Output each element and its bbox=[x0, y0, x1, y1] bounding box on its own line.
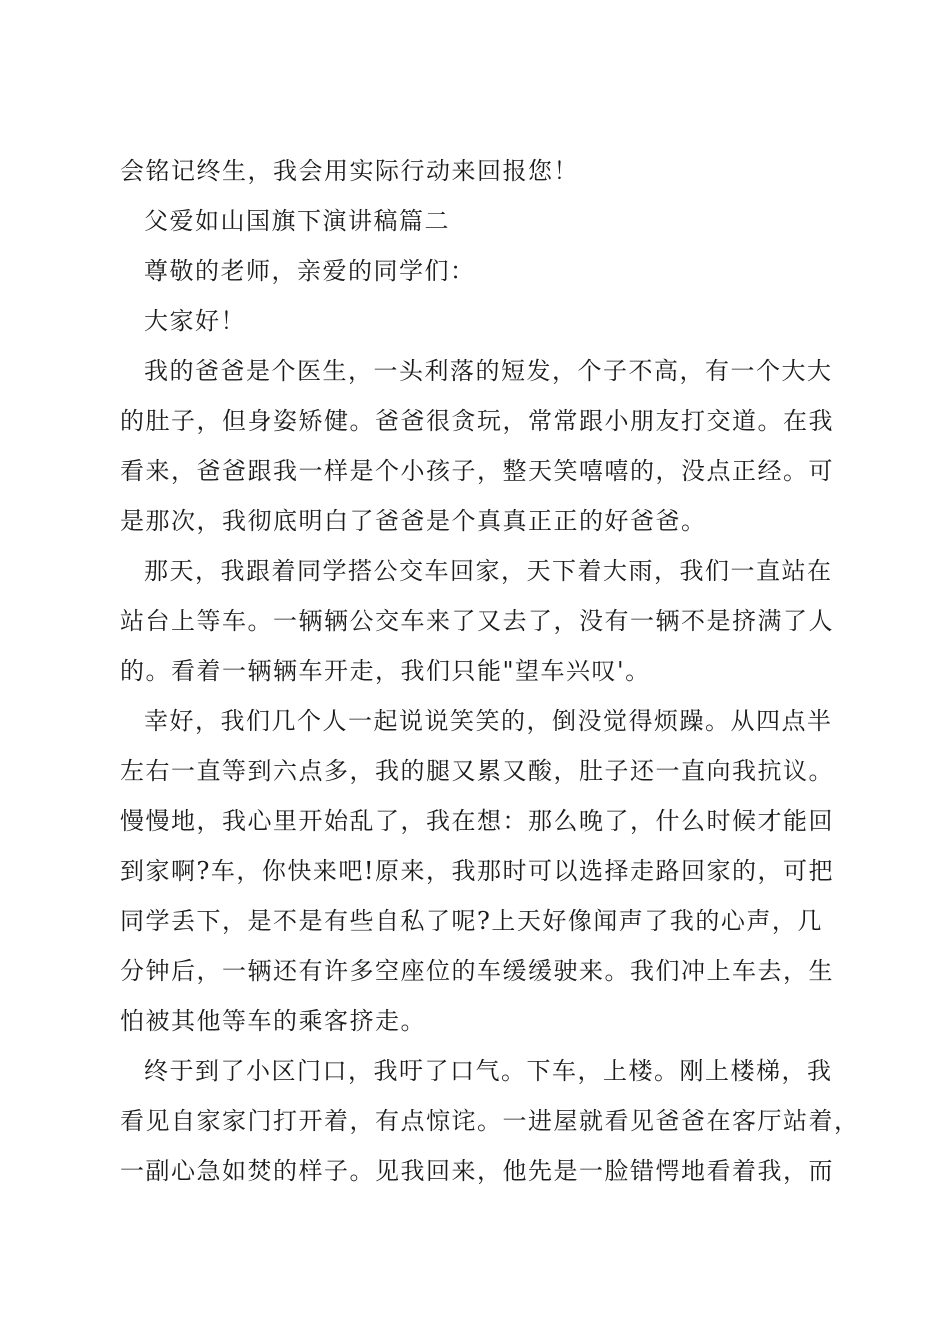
text-line: 看来，爸爸跟我一样是个小孩子，整天笑嘻嘻的，没点正经。可 bbox=[120, 457, 834, 485]
greeting: 大家好！ bbox=[144, 307, 246, 335]
text-line: 看见自家家门打开着，有点惊诧。一进屋就看见爸爸在客厅站着， bbox=[120, 1107, 860, 1135]
text-line: 左右一直等到六点多，我的腿又累又酸，肚子还一直向我抗议。 bbox=[120, 757, 834, 785]
text-line: 一副心急如焚的样子。见我回来，他先是一脸错愕地看着我，而 bbox=[120, 1157, 834, 1185]
text-line: 同学丢下，是不是有些自私了呢?上天好像闻声了我的心声，几 bbox=[120, 907, 823, 935]
text-line: 怕被其他等车的乘客挤走。 bbox=[120, 1007, 426, 1035]
text-line: 的。看着一辆辆车开走，我们只能"望车兴叹'。 bbox=[120, 657, 651, 685]
text-line: 慢慢地，我心里开始乱了，我在想：那么晚了，什么时候才能回 bbox=[120, 807, 834, 835]
text-line: 站台上等车。一辆辆公交车来了又去了，没有一辆不是挤满了人 bbox=[120, 607, 834, 635]
salutation: 尊敬的老师，亲爱的同学们： bbox=[144, 257, 476, 285]
text-line: 是那次，我彻底明白了爸爸是个真真正正的好爸爸。 bbox=[120, 507, 707, 535]
text-line: 分钟后，一辆还有许多空座位的车缓缓驶来。我们冲上车去，生 bbox=[120, 957, 834, 985]
text-line: 那天，我跟着同学搭公交车回家，天下着大雨，我们一直站在 bbox=[144, 557, 833, 585]
text-line: 的肚子，但身姿矫健。爸爸很贪玩，常常跟小朋友打交道。在我 bbox=[120, 407, 834, 435]
text-line: 终于到了小区门口，我吁了口气。下车，上楼。刚上楼梯，我 bbox=[144, 1057, 833, 1085]
text-line: 到家啊?车，你快来吧!原来，我那时可以选择走路回家的，可把 bbox=[120, 857, 835, 885]
section-heading: 父爱如山国旗下演讲稿篇二 bbox=[144, 207, 450, 235]
text-line: 会铭记终生，我会用实际行动来回报您！ bbox=[120, 157, 579, 185]
text-line: 我的爸爸是个医生，一头利落的短发，个子不高，有一个大大 bbox=[144, 357, 833, 385]
text-line: 幸好，我们几个人一起说说笑笑的，倒没觉得烦躁。从四点半 bbox=[144, 707, 833, 735]
